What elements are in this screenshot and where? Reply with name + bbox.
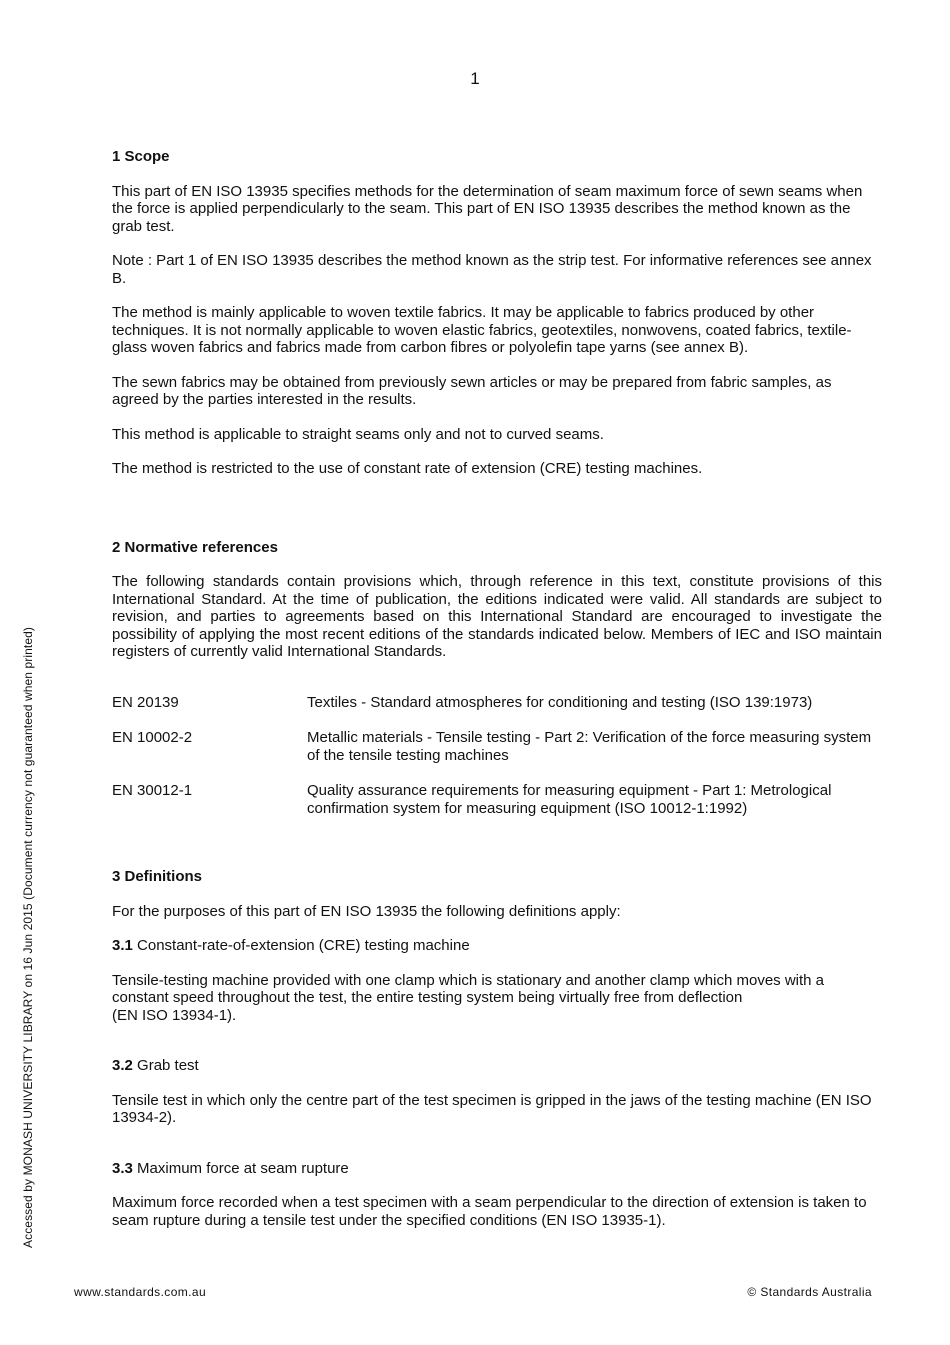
definition-term-label: Constant-rate-of-extension (CRE) testing machine	[132, 937, 470, 954]
scope-heading: 1 Scope	[112, 148, 170, 165]
definition-term	[112, 1160, 882, 1178]
footer-website: www.standards.com.au	[74, 1285, 207, 1299]
definition-citation: (EN ISO 13934-1).	[112, 1006, 237, 1024]
definition-number: 3.2	[112, 1057, 133, 1074]
normative-references-heading: 2 Normative references	[112, 538, 278, 556]
scope-note: Note : Part 1 of EN ISO 13935 describes the method known as the strip test. For informative references see annex B.	[112, 252, 872, 287]
reference-row	[112, 782, 882, 817]
document-body	[112, 148, 882, 1246]
scope-paragraph: The method is mainly applicable to woven textile fabrics. It may be applicable to fabrics produced by other techniques. It is not normally applicable to woven elastic fabrics, geotextiles, nonwovens, coated fabrics, textile-glass woven fabrics and fabrics made from carbon fibres or polyolefin tape yarns (see annex B).	[112, 304, 852, 356]
references-list	[112, 694, 882, 818]
definition-number: 3.1	[112, 937, 133, 954]
definition-term-label: Maximum force at seam rupture	[132, 1159, 349, 1177]
reference-title: Metallic materials - Tensile testing - Part 2: Verification of the force measuring system of the tensile testing machines	[307, 729, 872, 764]
reference-code: EN 20139	[112, 693, 179, 711]
normative-references-intro: The following standards contain provisions which, through reference in this text, constitute provisions of this International Standard. At the time of publication, the editions indicated were valid. All standards are subject to revision, and parties to agreements based on this International Standard are encouraged to investigate the possibility of applying the most recent editions of the standards indicated below. Members of IEC and ISO maintain registers of currently valid International Standards.	[112, 573, 882, 660]
scope-paragraph: The method is restricted to the use of constant rate of extension (CRE) testing machines.	[112, 460, 703, 477]
definition-text	[112, 972, 882, 1025]
definition-number: 3.3	[112, 1159, 133, 1177]
definition-body: Tensile-testing machine provided with one clamp which is stationary and another clamp which moves with a constant speed throughout the test, the entire testing system being virtually free from deflection	[112, 971, 825, 1006]
reference-code: EN 10002-2	[112, 729, 193, 746]
footer-copyright: © Standards Australia	[747, 1285, 872, 1299]
reference-row	[112, 694, 882, 712]
definition-term-label: Grab test	[132, 1057, 199, 1074]
definition-term	[112, 1057, 882, 1075]
scope-paragraph: The sewn fabrics may be obtained from previously sewn articles or may be prepared from fabric samples, as agreed by the parties interested in the results.	[112, 373, 832, 408]
definitions-intro: For the purposes of this part of EN ISO 13935 the following definitions apply:	[112, 902, 621, 920]
definition-term	[112, 937, 882, 955]
scope-paragraph: This part of EN ISO 13935 specifies methods for the determination of seam maximum force of sewn seams when the force is applied perpendicularly to the seam. This part of EN ISO 13935 describes the method known as the grab test.	[112, 182, 863, 235]
definition-text: Maximum force recorded when a test specimen with a seam perpendicular to the direction of extension is taken to seam rupture during a tensile test under the specified conditions (EN ISO 13935-1).	[112, 1194, 867, 1229]
definition-text: Tensile test in which only the centre part of the test specimen is gripped in the jaws of the testing machine (EN ISO 13934-2).	[112, 1091, 872, 1126]
page-number: 1	[470, 69, 480, 88]
access-side-note: Accessed by MONASH UNIVERSITY LIBRARY on 16 Jun 2015 (Document currency not guaranteed when printed)	[21, 627, 35, 1248]
reference-title: Quality assurance requirements for measuring equipment - Part 1: Metrological confirmation system for measuring equipment (ISO 10012-1:1992)	[307, 782, 832, 817]
reference-code: EN 30012-1	[112, 782, 193, 799]
reference-title: Textiles - Standard atmospheres for conditioning and testing (ISO 139:1973)	[307, 693, 813, 711]
scope-paragraph: This method is applicable to straight seams only and not to curved seams.	[112, 425, 604, 443]
definitions-heading: 3 Definitions	[112, 868, 203, 885]
reference-row	[112, 729, 882, 764]
